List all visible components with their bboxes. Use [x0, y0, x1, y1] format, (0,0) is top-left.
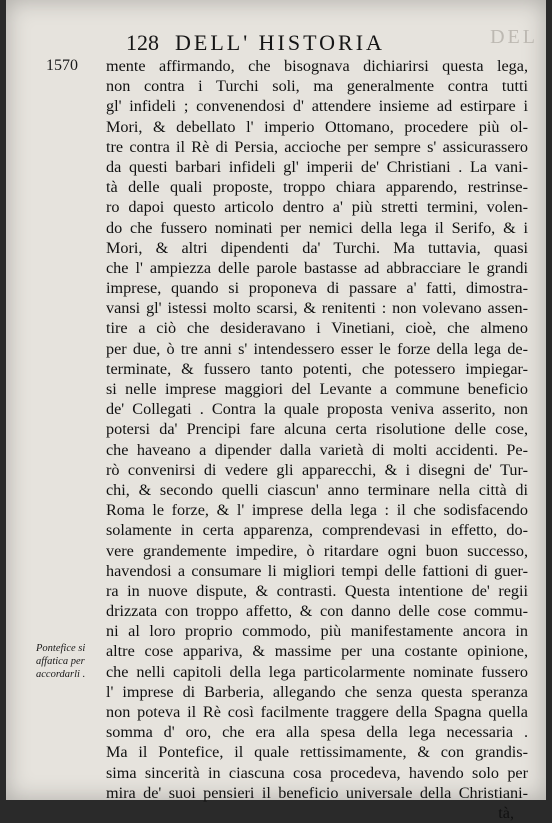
text-line: chi, & secondo quelli ciascun' anno terminare nella città di — [106, 480, 528, 499]
text-line: potersi da' Prencipi fare alcuna certa risolutione delle cose, — [106, 420, 528, 439]
text-line: somma d' oro, che era alla spesa della lega necessaria . — [106, 723, 528, 742]
marginal-note-line: affatica per — [36, 656, 85, 667]
text-line: ro dapoi questo articolo dentro a' più stretti termini, volen- — [106, 198, 528, 217]
text-line: sima sincerità in ciascuna cosa procedeva, havendo solo per — [106, 763, 528, 782]
text-line: drizzata con troppo affetto, & con danno delle cose commu- — [106, 602, 528, 621]
text-line: imprese, quando si proponeva di passare a' fatti, dimostra- — [106, 279, 528, 298]
page-number: 128 — [126, 30, 159, 55]
text-line: non contra i Turchi soli, ma generalmente contra tutti — [106, 77, 528, 96]
text-line: vansi gl' istessi molto scarsi, & renitenti : non volevano assen- — [106, 299, 528, 318]
text-line: si nelle imprese maggiori del Levante a commune beneficio — [106, 380, 528, 398]
text-line: da questi barbari infideli gl' imperii de' Christiani . La vani- — [106, 157, 528, 176]
text-line: che l' ampiezza delle parole bastasse ad abbracciare le grandi — [106, 258, 528, 277]
marginal-note — [36, 642, 114, 681]
bleed-through-text: DEL — [490, 26, 538, 48]
text-line: terminate, & fussero tanto potenti, che potessero impiegar- — [106, 359, 528, 378]
book-page — [6, 0, 546, 822]
text-line: l' imprese di Barberia, allegando che senza questa speranza — [106, 682, 528, 701]
text-line: Mori, & altri dipendenti da' Turchi. Ma tuttavia, quasi — [106, 238, 528, 257]
text-line: ra in nuove dispute, & contrasti. Questa intentione de' regii — [106, 581, 528, 600]
text-line: tire a ciò che desideravano i Vinetiani, cioè, che almeno — [106, 319, 528, 338]
text-line: Roma le forze, & l' imprese della lega : il che sodisfacendo — [106, 501, 528, 520]
text-line: do che fussero nominati per nemici della lega il Serifo, & i — [106, 218, 528, 237]
text-line: Mori, & debellato l' imperio Ottomano, procedere più ol- — [106, 117, 528, 136]
marginal-note-line: Pontefice si — [36, 643, 86, 654]
text-line: mente affirmando, che bisognava dichiarirsi questa lega, — [106, 57, 528, 75]
text-line: tre contra il Rè di Persia, accioche per sempre s' assicurassero — [106, 137, 528, 156]
text-line: altre cose appariva, & massime per una costante opinione, — [106, 642, 528, 661]
running-header — [126, 30, 526, 56]
text-line: havendosi a consumare li migliori tempi delle fattioni di guer- — [106, 561, 528, 580]
text-line: vere grandemente impedire, ò ritardare ogni buon successo, — [106, 541, 528, 560]
running-title: DELL' HISTORIA — [175, 30, 385, 55]
marginal-note-line: accordarli . — [36, 669, 86, 680]
text-line: tà delle quali proposte, troppo chiara apparendo, restrinse- — [106, 178, 528, 197]
text-line: ni al loro proprio commodo, più manifestamente ancora in — [106, 622, 528, 641]
text-line: rò convenirsi di vedere gli apparecchi, & i disegni de' Tur- — [106, 460, 528, 479]
text-line: non poteva il Rè così facilmente traggere della Spagna quella — [106, 703, 528, 721]
text-line: che haveano a dipender dalla varietà di molti accidenti. Pe- — [106, 440, 528, 459]
text-line: tà, — [498, 803, 514, 822]
text-line: Ma il Pontefice, il quale rettissimamente, & con grandis- — [106, 743, 528, 762]
text-line: de' Collegati . Contra la quale proposta veniva asserito, non — [106, 400, 528, 419]
text-line: che nelli capitoli della lega particolarmente nominate fussero — [106, 662, 528, 681]
text-line: solamente in certa apparenza, comprendevasi in effetto, do- — [106, 521, 528, 540]
margin-year: 1570 — [46, 57, 78, 74]
text-line: gl' infideli ; convenendosi d' attendere insieme ad estirpare i — [106, 97, 528, 116]
text-line: per due, ò tre anni s' intendessero esser le forze della lega de- — [106, 339, 528, 358]
body-text — [106, 56, 528, 823]
text-line: mira de' suoi pensieri il beneficio universale della Christiani- — [106, 783, 528, 802]
